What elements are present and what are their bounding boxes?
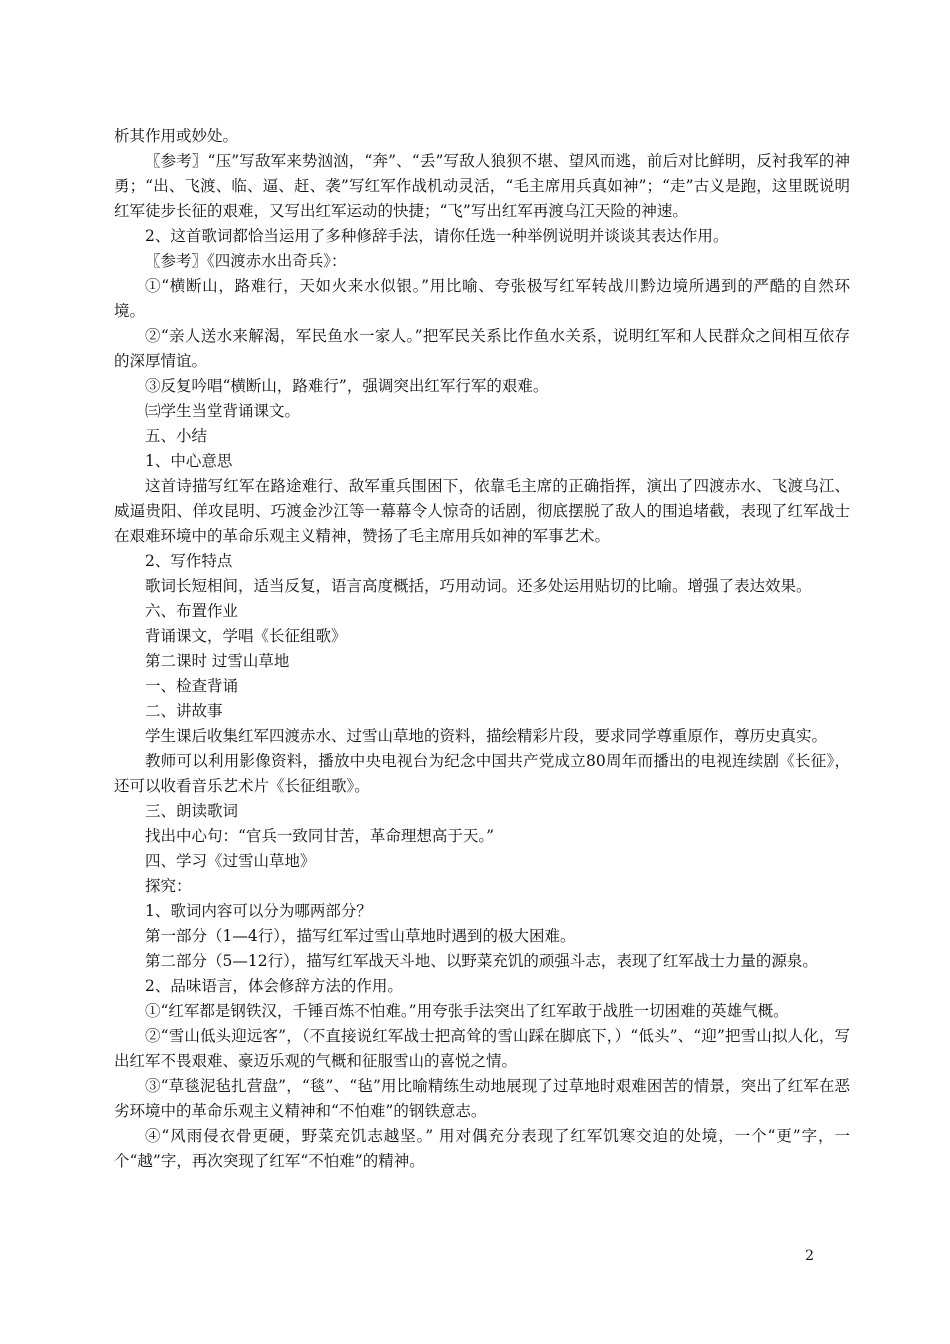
paragraph: ③“草毯泥毡扎营盘”，“毯”、“毡”用比喻精练生动地展现了过草地时艰难困苦的情景，突出了红军在恶劣环境中的革命乐观主义精神和“不怕难”的钢铁意志。 <box>114 1077 850 1120</box>
paragraph: 1、中心意思 <box>145 452 233 470</box>
paragraph: ①“横断山，路难行，天如火来水似银。”用比喻、夸张极写红军转战川黔边境所遇到的严酷的自然环境。 <box>114 277 850 320</box>
page-number: 2 <box>805 1248 814 1264</box>
paragraph: 2、这首歌词都恰当运用了多种修辞手法，请你任选一种举例说明并谈谈其表达作用。 <box>145 227 729 245</box>
paragraph: ②“亲人送水来解渴，军民鱼水一家人。”把军民关系比作鱼水关系，说明红军和人民群众之间相互依存的深厚情谊。 <box>114 327 850 370</box>
paragraph: ①“红军都是钢铁汉，千锤百炼不怕难。”用夸张手法突出了红军敢于战胜一切困难的英雄气概。 <box>145 1002 789 1020</box>
paragraph: 歌词长短相间，适当反复，语言高度概括，巧用动词。还多处运用贴切的比喻。增强了表达效果。 <box>145 577 812 595</box>
document-body <box>114 124 850 1174</box>
paragraph: 2、品味语言，体会修辞方法的作用。 <box>145 977 403 995</box>
paragraph: 〖参考〗《四渡赤水出奇兵》： <box>145 252 347 270</box>
paragraph: 背诵课文，学唱《长征组歌》 <box>145 627 347 645</box>
paragraph: 三、朗读歌词 <box>145 802 239 820</box>
paragraph: ④“风雨侵衣骨更硬，野菜充饥志越坚。” 用对偶充分表现了红军饥寒交迫的处境，一个“更”字，一个“越”字，再次突现了红军“不怕难”的精神。 <box>114 1127 850 1170</box>
paragraph: 2、写作特点 <box>145 552 233 570</box>
paragraph: 这首诗描写红军在路途难行、敌军重兵围困下，依靠毛主席的正确指挥，演出了四渡赤水、飞渡乌江、威逼贵阳、佯攻昆明、巧渡金沙江等一幕幕令人惊奇的话剧，彻底摆脱了敌人的围追堵截，表现了红军战士在艰难环境中的革命乐观主义精神，赞扬了毛主席用兵如神的军事艺术。 <box>114 477 850 545</box>
paragraph: 找出中心句：“官兵一致同甘苦，革命理想高于天。” <box>145 827 495 845</box>
paragraph: 第二部分（5—12行），描写红军战天斗地、以野菜充饥的顽强斗志，表现了红军战士力量的源泉。 <box>145 952 818 970</box>
paragraph: 探究： <box>145 877 192 895</box>
paragraph: 析其作用或妙处。 <box>114 127 239 145</box>
paragraph: 六、布置作业 <box>145 602 239 620</box>
paragraph: ②“雪山低头迎远客”，（不直接说红军战士把高耸的雪山踩在脚底下，）“低头”、“迎”把雪山拟人化，写出红军不畏艰难、豪迈乐观的气概和征服雪山的喜悦之情。 <box>114 1027 850 1070</box>
paragraph: 二、讲故事 <box>145 702 223 720</box>
paragraph: 四、学习《过雪山草地》 <box>145 852 316 870</box>
paragraph: ㈢学生当堂背诵课文。 <box>145 402 301 420</box>
paragraph: 教师可以利用影像资料，播放中央电视台为纪念中国共产党成立80周年而播出的电视连续剧《长征》，还可以收看音乐艺术片《长征组歌》。 <box>114 752 850 795</box>
paragraph: 1、歌词内容可以分为哪两部分？ <box>145 902 372 920</box>
paragraph: 〖参考〗“压”写敌军来势汹汹，“奔”、“丢”写敌人狼狈不堪、望风而逃，前后对比鲜明，反衬我军的神勇；“出、飞渡、临、逼、赶、袭”写红军作战机动灵活，“毛主席用兵真如神”；“走”古义是跑，这里既说明红军徒步长征的艰难，又写出红军运动的快捷；“飞”写出红军再渡乌江天险的神速。 <box>114 152 850 220</box>
paragraph: 第二课时 过雪山草地 <box>145 652 290 670</box>
paragraph: 五、小结 <box>145 427 208 445</box>
paragraph: 学生课后收集红军四渡赤水、过雪山草地的资料，描绘精彩片段，要求同学尊重原作，尊历史真实。 <box>145 727 828 745</box>
paragraph: ③反复吟唱“横断山，路难行”，强调突出红军行军的艰难。 <box>145 377 549 395</box>
paragraph: 第一部分（1—4行），描写红军过雪山草地时遇到的极大困难。 <box>145 927 576 945</box>
paragraph: 一、检查背诵 <box>145 677 239 695</box>
